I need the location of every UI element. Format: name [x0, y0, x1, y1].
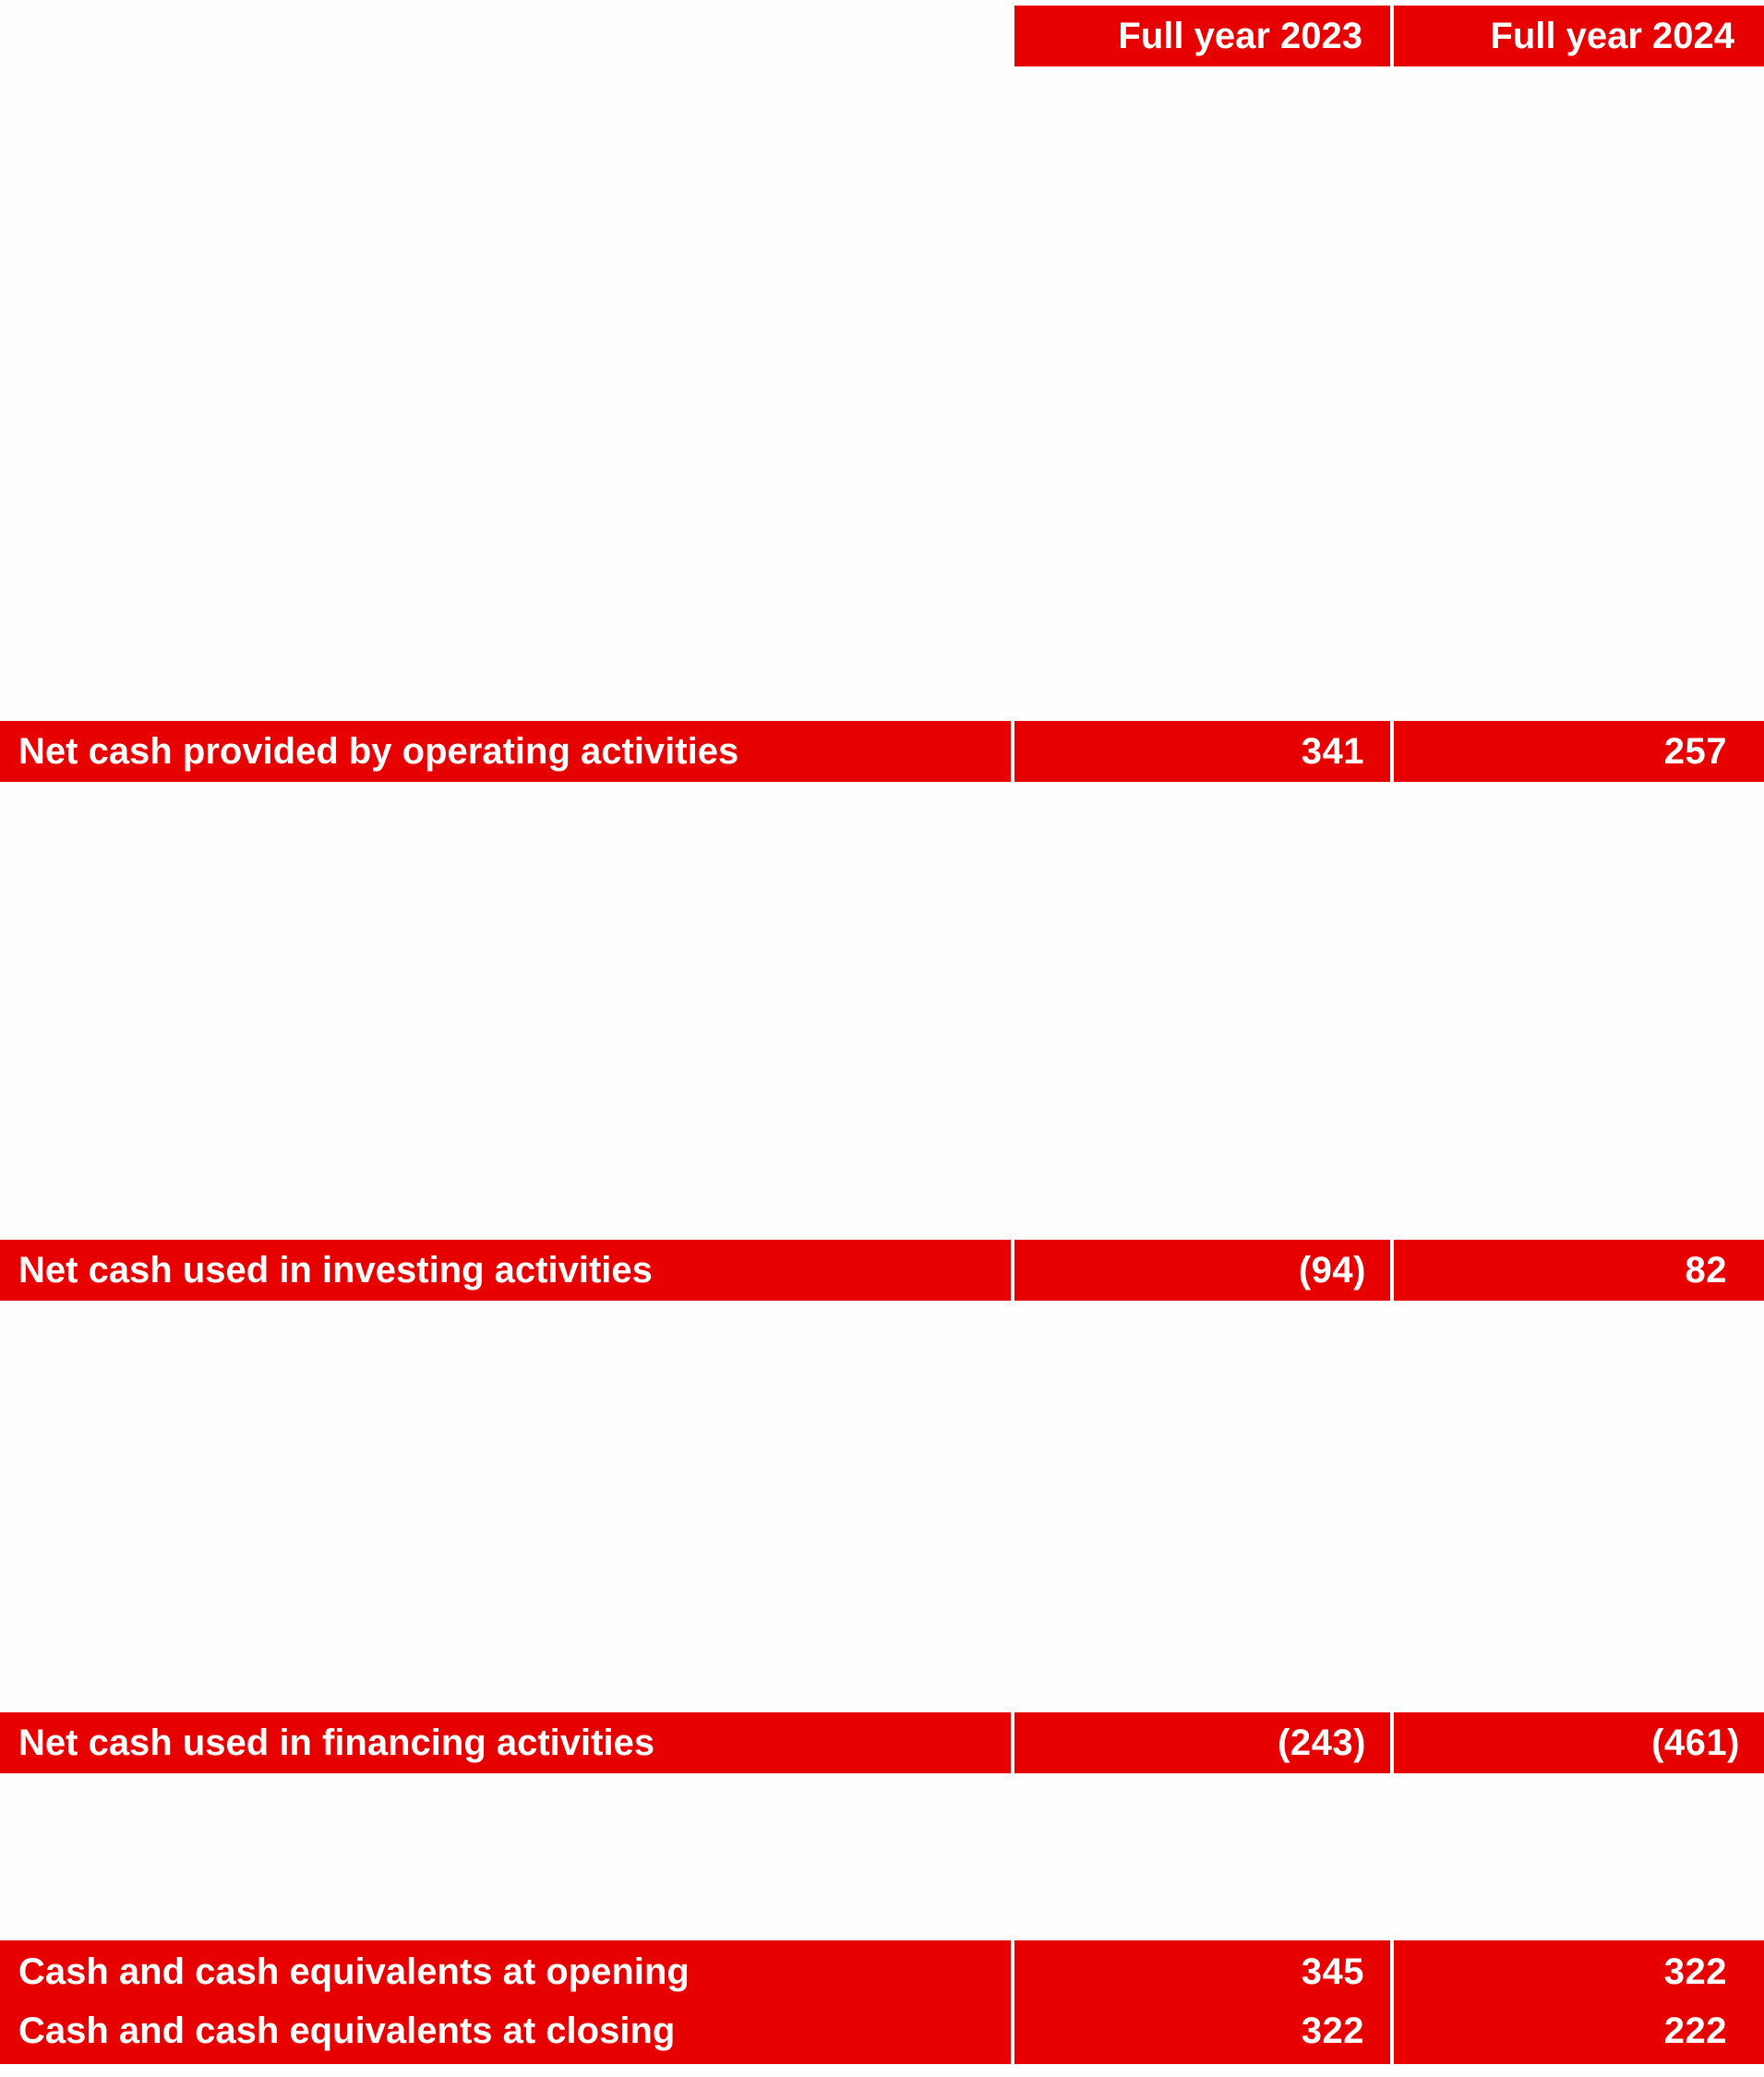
cash-labels-block — [0, 1940, 1011, 2064]
column-header-2024: Full year 2024 — [1394, 6, 1764, 66]
row-label-financing: Net cash used in financing activities — [0, 1712, 1011, 1773]
column-header-2023: Full year 2023 — [1014, 6, 1390, 66]
row-label-investing: Net cash used in investing activities — [0, 1240, 1011, 1301]
value-operating-2023: 341 — [1014, 721, 1390, 782]
value-closing-2024: 222 — [1663, 2011, 1727, 2051]
cash-values-2023-block — [1014, 1940, 1390, 2064]
value-operating-2024: 257 — [1394, 721, 1764, 782]
value-opening-2023: 345 — [1301, 1951, 1364, 1992]
value-investing-2023: (94) — [1014, 1240, 1390, 1301]
value-financing-2023: (243) — [1014, 1712, 1390, 1773]
row-label-closing: Cash and cash equivalents at closing — [18, 2011, 676, 2051]
row-label-operating: Net cash provided by operating activities — [0, 721, 1011, 782]
value-opening-2024: 322 — [1663, 1951, 1727, 1992]
value-investing-2024: 82 — [1394, 1240, 1764, 1301]
cash-values-2024-block — [1394, 1940, 1764, 2064]
value-financing-2024: (461) — [1394, 1712, 1764, 1773]
value-closing-2023: 322 — [1301, 2011, 1364, 2051]
row-label-opening: Cash and cash equivalents at opening — [18, 1951, 690, 1992]
